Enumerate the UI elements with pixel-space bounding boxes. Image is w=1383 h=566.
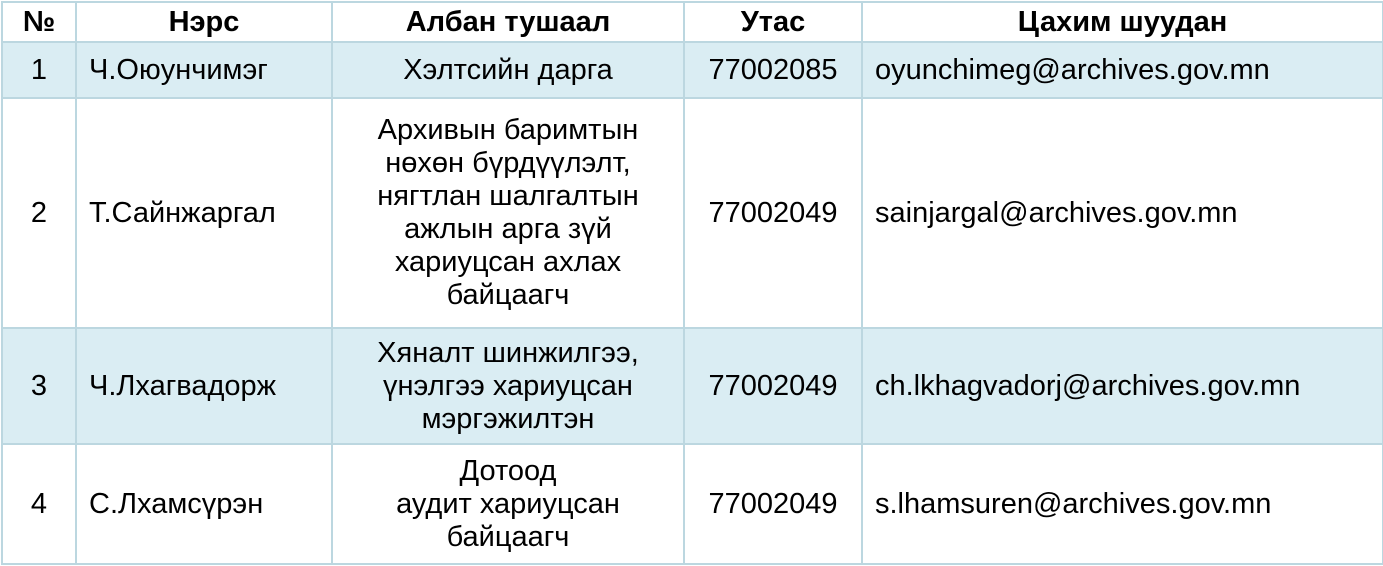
cell-no: 1: [2, 42, 76, 98]
position-line: нягтлан шалгалтын: [377, 180, 639, 212]
cell-phone: 77002049: [684, 444, 862, 564]
cell-phone: 77002049: [684, 98, 862, 328]
table-row: [2, 98, 1383, 328]
cell-name: Ч.Оюунчимэг: [76, 42, 332, 98]
table-row: [2, 328, 1383, 444]
position-line: Хэлтсийн дарга: [403, 53, 613, 86]
position-line: ажлын арга зүй: [404, 213, 612, 245]
cell-position: [332, 98, 684, 328]
cell-email: sainjargal@archives.gov.mn: [862, 98, 1383, 328]
cell-no: 3: [2, 328, 76, 444]
cell-name: Т.Сайнжаргал: [76, 98, 332, 328]
position-line: байцаагч: [446, 520, 570, 553]
header-row: [2, 2, 1383, 42]
position-line: хариуцсан ахлах: [394, 246, 622, 278]
cell-name: Ч.Лхагвадорж: [76, 328, 332, 444]
cell-email: oyunchimeg@archives.gov.mn: [862, 42, 1383, 98]
cell-position: [332, 444, 684, 564]
cell-no: 4: [2, 444, 76, 564]
cell-email: s.lhamsuren@archives.gov.mn: [862, 444, 1383, 564]
header-position: Албан тушаал: [332, 2, 684, 42]
header-name: Нэрс: [76, 2, 332, 42]
cell-position: [332, 42, 684, 98]
header-email: Цахим шуудан: [862, 2, 1383, 42]
cell-no: 2: [2, 98, 76, 328]
position-line: Дотоод: [459, 454, 557, 487]
table-row: [2, 42, 1383, 98]
cell-email: ch.lkhagvadorj@archives.gov.mn: [862, 328, 1383, 444]
cell-name: С.Лхамсүрэн: [76, 444, 332, 564]
position-line: мэргэжилтэн: [421, 402, 595, 435]
staff-contact-table: [1, 1, 1383, 565]
position-line: Хяналт шинжилгээ,: [377, 336, 639, 369]
position-line: аудит хариуцсан: [396, 487, 620, 520]
position-line: Архивын баримтын: [377, 114, 639, 146]
cell-phone: 77002085: [684, 42, 862, 98]
position-line: байцаагч: [446, 279, 570, 311]
cell-phone: 77002049: [684, 328, 862, 444]
table-row: [2, 444, 1383, 564]
position-line: нөхөн бүрдүүлэлт,: [385, 147, 631, 179]
position-line: үнэлгээ хариуцсан: [383, 369, 633, 402]
cell-position: [332, 328, 684, 444]
header-no: №: [2, 2, 76, 42]
header-phone: Утас: [684, 2, 862, 42]
